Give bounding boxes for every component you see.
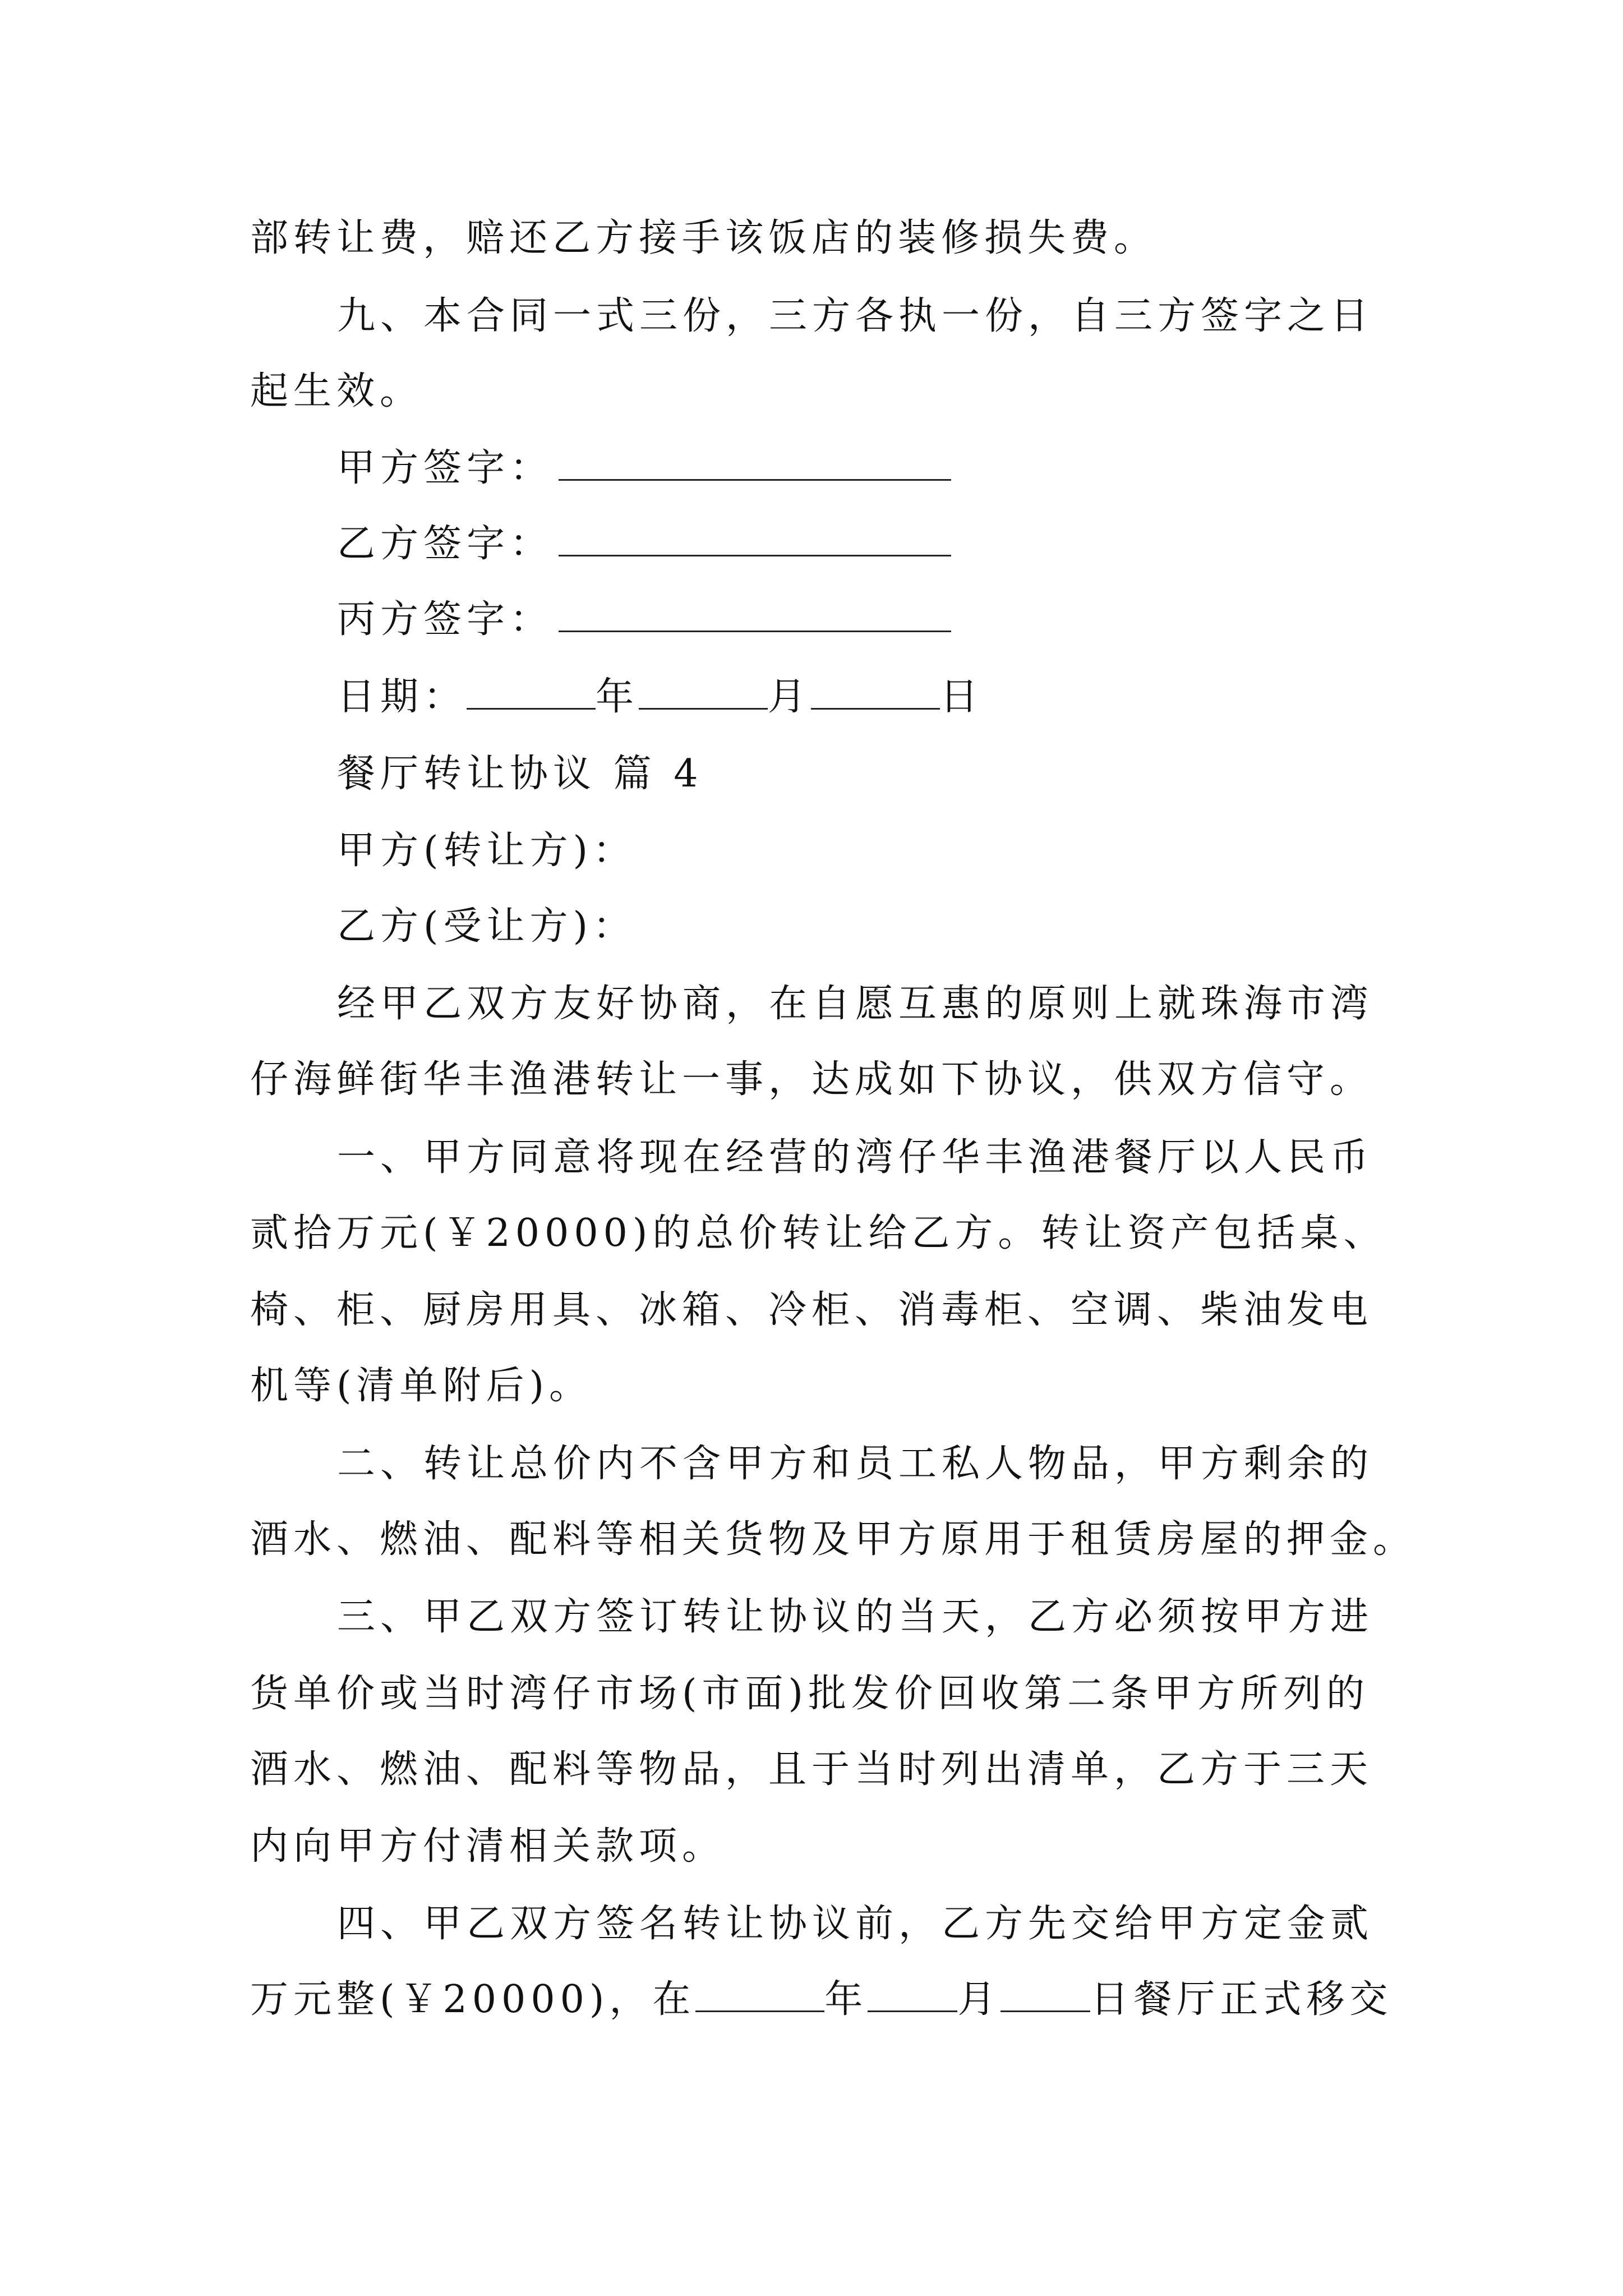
- clause-3-line: 三、甲乙双方签订转让协议的当天，乙方必须按甲方进: [337, 1595, 1374, 1639]
- party-b-signature-blank: [559, 522, 951, 556]
- party-a-signature-label: 甲方签字：: [337, 446, 554, 490]
- party-a-signature: [337, 446, 951, 491]
- date-month-blank: [639, 675, 768, 710]
- intro-paragraph-line: 仔海鲜街华丰渔港转让一事，达成如下协议，供双方信守。: [250, 1057, 1373, 1102]
- section-title: 餐厅转让协议 篇 4: [337, 752, 703, 796]
- party-b-signature: [337, 522, 951, 567]
- clause-3-line: 货单价或当时湾仔市场(市面)批发价回收第二条甲方所列的: [250, 1672, 1370, 1716]
- handover-day-blank: [1000, 1978, 1090, 2012]
- date-day-label: 日: [940, 675, 984, 719]
- party-c-signature-blank: [559, 598, 951, 632]
- party-b-transferee: 乙方(受让方)：: [337, 904, 637, 949]
- clause-4-line: [250, 1977, 1393, 2022]
- clause-1-line: 椅、柜、厨房用具、冰箱、冷柜、消毒柜、空调、柴油发电: [250, 1288, 1373, 1332]
- clause-9: 九、本合同一式三份，三方各执一份，自三方签字之日: [337, 294, 1374, 338]
- clause-1-line: 机等(清单附后)。: [250, 1364, 593, 1408]
- handover-year-label: 年: [824, 1977, 868, 2022]
- text-line: 起生效。: [250, 369, 423, 413]
- handover-year-blank: [695, 1978, 824, 2012]
- clause-3-line: 内向甲方付清相关款项。: [250, 1824, 726, 1869]
- handover-month-blank: [868, 1978, 957, 2012]
- text-line: 部转让费，赔还乙方接手该饭店的装修损失费。: [250, 216, 1158, 260]
- handover-month-label: 月: [957, 1977, 1001, 2022]
- date-year-label: 年: [596, 675, 639, 719]
- date-label: 日期：: [337, 675, 467, 719]
- date-line: [337, 675, 983, 720]
- date-year-blank: [467, 675, 596, 710]
- intro-paragraph-line: 经甲乙双方友好协商，在自愿互惠的原则上就珠海市湾: [337, 982, 1374, 1026]
- clause-1-line: 一、甲方同意将现在经营的湾仔华丰渔港餐厅以人民币: [337, 1135, 1374, 1180]
- party-c-signature: [337, 597, 951, 642]
- party-c-signature-label: 丙方签字：: [337, 597, 554, 642]
- party-b-signature-label: 乙方签字：: [337, 522, 554, 566]
- clause-2-line: 二、转让总价内不含甲方和员工私人物品，甲方剩余的: [337, 1442, 1374, 1486]
- clause-4-line: 四、甲乙双方签名转让协议前，乙方先交给甲方定金贰: [337, 1902, 1374, 1946]
- date-day-blank: [811, 675, 940, 710]
- clause-2-line: 酒水、燃油、配料等相关货物及甲方原用于租赁房屋的押金。: [250, 1517, 1417, 1562]
- handover-day-text: 日餐厅正式移交: [1090, 1977, 1393, 2022]
- party-a-transferor: 甲方(转让方)：: [337, 829, 637, 873]
- clause-3-line: 酒水、燃油、配料等物品，且于当时列出清单，乙方于三天: [250, 1747, 1373, 1792]
- clause-1-line: 贰拾万元(￥20000)的总价转让给乙方。转让资产包括桌、: [250, 1211, 1387, 1255]
- clause-4-text: 万元整(￥20000)，在: [250, 1977, 696, 2022]
- date-month-label: 月: [768, 675, 811, 719]
- party-a-signature-blank: [559, 447, 951, 481]
